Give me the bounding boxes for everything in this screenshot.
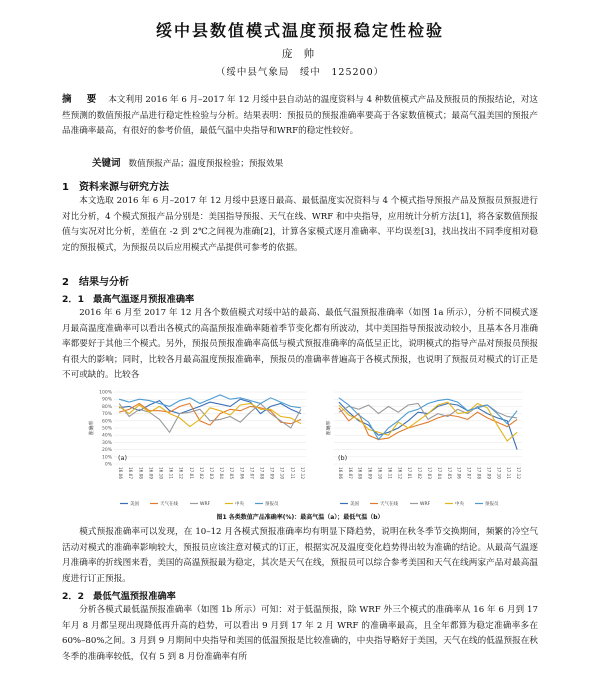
keywords-label: 关键词 [92,158,121,169]
y-tick-label: 10% [101,455,112,461]
x-tick-label: 16.12 [397,467,403,479]
legend-label-central: 中央 [455,502,464,507]
x-tick-label: 17.06 [239,467,245,479]
y-axis-label: 准确率 [89,420,95,436]
x-tick-label: 17.10 [496,467,502,479]
x-tick-label: 17.04 [436,467,442,479]
x-tick-label: 16.06 [118,467,124,479]
y-tick-label: 40% [101,433,112,439]
paper-title: 绥中县数值模式温度预报稳定性检验 [155,21,444,40]
x-tick-label: 16.11 [168,467,174,479]
x-tick-label: 17.05 [446,467,452,479]
x-tick-label: 17.02 [198,467,204,479]
x-tick-label: 17.03 [427,467,432,479]
y-tick-label: 80% [101,404,112,410]
x-tick-label: 17.01 [407,467,413,479]
x-tick-label: 17.06 [456,467,462,479]
x-tick-label: 16.07 [128,467,134,479]
section-2-1-heading: 2．1 最高气温逐月预报准确率 [62,294,195,305]
abstract-text: 本文利用 2016 年 6 月–2017 年 12 月绥中县自动站的温度资料与 4 种数值模式产品及预报员的预报结论，对这些预测的数值预报产品进行稳定性检验与分析。结果表明：预报员的预报准确率要高于各家数值模式；最高气温美国的预报产品准确率最高，有很好的参考价值，最低气温中央指导和WRF的稳定性较好。 [62,95,538,136]
legend-label-online: 天气在线 [380,502,398,507]
y-tick-label: 60% [101,419,112,425]
x-tick-label: 17.07 [249,467,255,479]
x-tick-label: 17.11 [506,467,512,479]
author-affiliation: （绥中县气象局 绥中 125200） [215,67,385,78]
x-tick-label: 17.04 [219,467,225,479]
x-tick-label: 16.10 [158,467,164,479]
x-tick-label: 17.09 [486,467,492,479]
series-line-wrf [339,404,517,420]
legend-label-forecaster: 预报员 [265,502,279,507]
y-tick-label: 100% [99,390,112,396]
section-1-paragraph: 本文选取 2016 年 6 月–2017 年 12 月绥中县逐日最高、最低温度实况资料与 4 个模式指导预报产品及预报员预报进行对比分析，4 个模式预报产品分别是：美国指导预报、天气在线、WRF 和中央指导，应用统计分析方法[1]，将各家数值预报值与实况对比分析，差值在 -2 到 2℃之间视为准确[2]，计算各家模式逐月准确率、平均误差[3]，找出找出不同季度相对稳定的预报模式，为预报员以后应用模式产品提供可参考的依据。 [62,196,538,253]
chart-b [326,388,526,510]
panel-label: (a) [118,454,128,462]
x-tick-label: 17.01 [188,467,194,479]
section-1-heading: 1 资料来源与研究方法 [62,182,169,193]
section-2-2-paragraph: 分析各模式最低温预报准确率（如图 1b 所示）可知：对于低温预报，除 WRF 外三个模式的准确率从 16 年 6 月到 17 年月 8 月都呈现出现降低再升高的趋势，可以看出 9 月到 17 年 2 月 WRF 的准确率最高，且全年都算为稳定准确率多在 60%–80%之间。3 月到 9 月期间中央指导和美国的低温预报是比较准确的，中央指导略好于美国，天气在线的低温预报在秋冬季的准确率较低，仅有 5 到 8 月份准确率有所 [62,605,538,662]
x-tick-label: 17.05 [229,467,235,479]
y-axis-label: 准确率 [326,420,332,436]
x-tick-label: 17.03 [209,467,214,479]
legend-label-online: 天气在线 [160,502,178,507]
section-2-1-paragraph: 2016 年 6 月至 2017 年 12 月各个数值模式对绥中站的最高、最低气温预报准确率（如图 1a 所示），分析不同模式逐月最高温度准确率可以看出各模式的高温预报准确率随着季节变化都有所波动，其中美国指导预报波动较小，且基本各月准确率都要好于其他三个模式。另外，预报员预报准确率高低与模式预报准确率的高低呈正比，说明模式的指导产品对预报员预报有很大的影响；同时，比较各月最高温度预报准确率，预报员的准确率普遍高于各模式预报，也说明了预报员对模式的订正是不可或缺的。比较各 [62,308,538,381]
x-tick-label: 17.07 [466,467,472,479]
x-tick-label: 17.10 [279,467,285,479]
x-tick-label: 17.11 [289,467,295,479]
x-tick-label: 16.07 [347,467,353,479]
y-tick-label: 20% [101,448,112,454]
section-2-heading: 2 结果与分析 [62,277,129,288]
y-tick-label: 30% [101,440,112,446]
legend-label-wrf: WRF [420,502,431,507]
legend-label-central: 中央 [235,502,244,507]
legend-label-us: 美国 [130,502,139,507]
author-name: 庞 帅 [281,48,319,60]
x-tick-label: 17.12 [516,467,522,479]
x-tick-label: 16.09 [367,467,373,479]
figure-caption: 图1 各类数值产品准确率(%)：最高气温（a）；最低气温（b） [216,514,384,521]
section-2-2-heading: 2．2 最低气温预报准确率 [62,591,176,602]
x-tick-label: 17.12 [299,467,305,479]
abstract [62,92,538,140]
x-tick-label: 16.12 [178,467,184,479]
legend-label-forecaster: 预报员 [485,502,499,507]
y-tick-label: 90% [101,397,112,403]
y-tick-label: 70% [101,412,112,418]
keywords-text: 数值预报产品；温度预报检验；预报效果 [128,159,284,169]
x-tick-label: 16.08 [357,467,363,479]
x-tick-label: 17.02 [417,467,423,479]
x-tick-label: 16.09 [148,467,154,479]
abstract-label: 摘 要 [62,94,103,105]
panel-label: (b) [338,454,348,462]
legend-label-us: 美国 [350,502,359,507]
x-tick-label: 16.10 [377,467,383,479]
x-tick-label: 17.08 [476,467,482,479]
x-tick-label: 16.08 [138,467,144,479]
x-tick-label: 16.11 [387,467,393,479]
y-tick-label: 50% [101,426,112,432]
chart-a [88,388,310,510]
x-tick-label: 17.08 [259,467,265,479]
y-tick-label: 0% [104,462,112,468]
section-2-1-paragraph-2: 模式预报准确率可以发现，在 10–12 月各模式预报准确率均有明显下降趋势，说明在秋冬季节交换期间，频繁的冷空气活动对模式的准确率影响较大，预报员应该注意对模式的订正，根据实况及温度变化趋势得出较为准确的结论。从最高气温逐月准确率的折线图来看，美国的高温预报最为稳定，其次是天气在线，预报员可以综合参考美国和天气在线两家产品对最高温度进行订正预报。 [62,527,538,584]
x-tick-label: 17.09 [269,467,275,479]
keywords [92,155,532,169]
x-tick-label: 16.06 [337,467,343,479]
legend-label-wrf: WRF [200,502,211,507]
